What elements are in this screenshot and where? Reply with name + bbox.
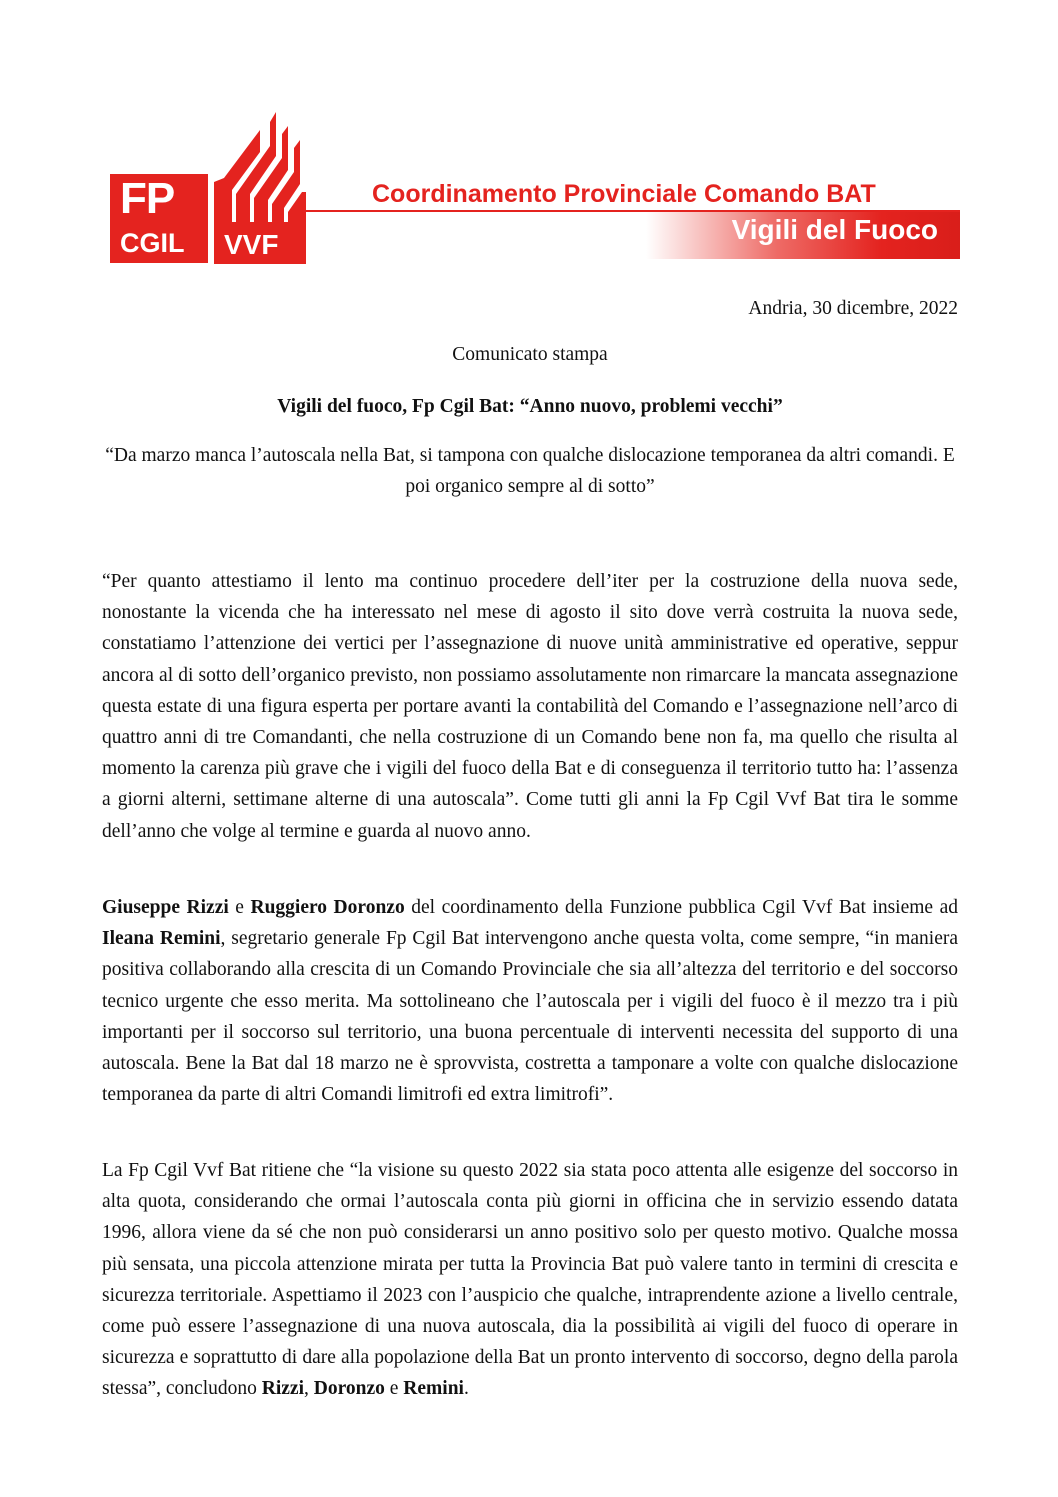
paragraph-text: . — [463, 1378, 469, 1400]
title-band — [306, 210, 960, 259]
logo-vvf-text: VVF — [224, 229, 279, 260]
document-headline: Vigili del fuoco, Fp Cgil Bat: “Anno nuovo, problemi vecchi” — [277, 396, 783, 417]
paragraph-text: del coordinamento della Funzione pubblica Cgil Vvf Bat insieme ad — [404, 897, 959, 918]
person-name: Doronzo — [313, 1378, 385, 1400]
person-name: Ileana Remini — [102, 928, 221, 950]
paragraph-text: , — [304, 1378, 314, 1400]
paragraph-text: , segretario generale Fp Cgil Bat intervengono anche questa volta, come sempre, “in maniera positiva collaborando alla crescita di un Comando Provinciale che sia all’altezza del territorio e del soccorso tecnico urgente che esso merita. Ma sottolineano che l’autoscala per i vigili del fuoco è il mezzo tra i più importanti per il soccorso sul territorio, una buona percentuale di interventi necessita del supporto di una autoscala. Bene la Bat dal 18 marzo ne è sprovvista, costretta a tamponare a volte con qualche dislocazione temporanea da parte di altri Comandi limitrofi ed extra limitrofi”. — [102, 928, 958, 1106]
logo-fp-text: FP — [120, 174, 175, 223]
document-subheadline: “Da marzo manca l’autoscala nella Bat, si tampona con qualche dislocazione temporanea da altri comandi. E poi organico sempre al di sotto” — [105, 445, 955, 497]
person-name: Giuseppe Rizzi — [102, 897, 229, 918]
paragraph-text: e — [384, 1378, 404, 1400]
vvf-logo — [214, 112, 306, 264]
paragraph-1: “Per quanto attestiamo il lento ma continuo procedere dell’iter per la costruzione della nuova sede, nonostante la vicenda che ha interessato nel mese di agosto il sito dove verrà costruita la nuova sede, constatiamo l’attenzione dei vertici per l’assegnazione di nuove unità amministrative ed operative, seppur ancora al di sotto dell’organico previsto, non possiamo assolutamente non rimarcare la mancata assegnazione questa estate di una figura esperta per portare avanti la contabilità del Comando e l’assegnazione nell’arco di quattro anni di tre Comandanti, che nella costruzione di un Comando bene non fa, ma quello che risulta al momento la carenza più grave che i vigili del fuoco della Bat e di conseguenza il territorio tutto ha: l’assenza a giorni alterni, settimane alterne di una autoscala”. Come tutti gli anni la Fp Cgil Vvf Bat tira le somme dell’anno che volge al termine e guarda al nuovo anno. — [102, 571, 958, 842]
org-title: Coordinamento Provinciale Comando BAT — [372, 180, 876, 208]
person-name: Ruggiero Doronzo — [250, 897, 405, 918]
paragraph-3 — [102, 1155, 958, 1405]
document-date: Andria, 30 dicembre, 2022 — [748, 298, 958, 319]
person-name: Rizzi — [261, 1378, 304, 1400]
paragraph-2 — [102, 892, 958, 1110]
paragraph-text: La Fp Cgil Vvf Bat ritiene che “la visione su questo 2022 sia stata poco attenta alle esigenze del soccorso in alta quota, considerando che ormai l’autoscala conta più giorni in officina che in servizio essendo datata 1996, allora viene da sé che non può considerarsi un anno positivo solo per questo motivo. Qualche mossa più sensata, una piccola attenzione mirata per tutta la Provincia Bat può valere tanto in termini di crescita e sicurezza territoriale. Aspettiamo il 2023 con l’auspicio che qualche, intraprendente azione a livello centrale, come può essere l’assegnazione di una nuova autoscala, dia la possibilità ai vigili del fuoco di operare in sicurezza e soprattutto di dare alla popolazione della Bat un pronto intervento di soccorso, degno della parola stessa”, concludono — [102, 1160, 958, 1400]
org-subtitle: Vigili del Fuoco — [731, 214, 938, 245]
person-name: Remini — [403, 1378, 464, 1400]
document-type: Comunicato stampa — [452, 344, 608, 365]
fp-cgil-logo — [110, 174, 208, 263]
logo-cgil-text: CGIL — [120, 228, 185, 258]
letterhead — [110, 112, 960, 264]
paragraph-text: e — [228, 897, 251, 918]
header-divider — [306, 210, 960, 212]
